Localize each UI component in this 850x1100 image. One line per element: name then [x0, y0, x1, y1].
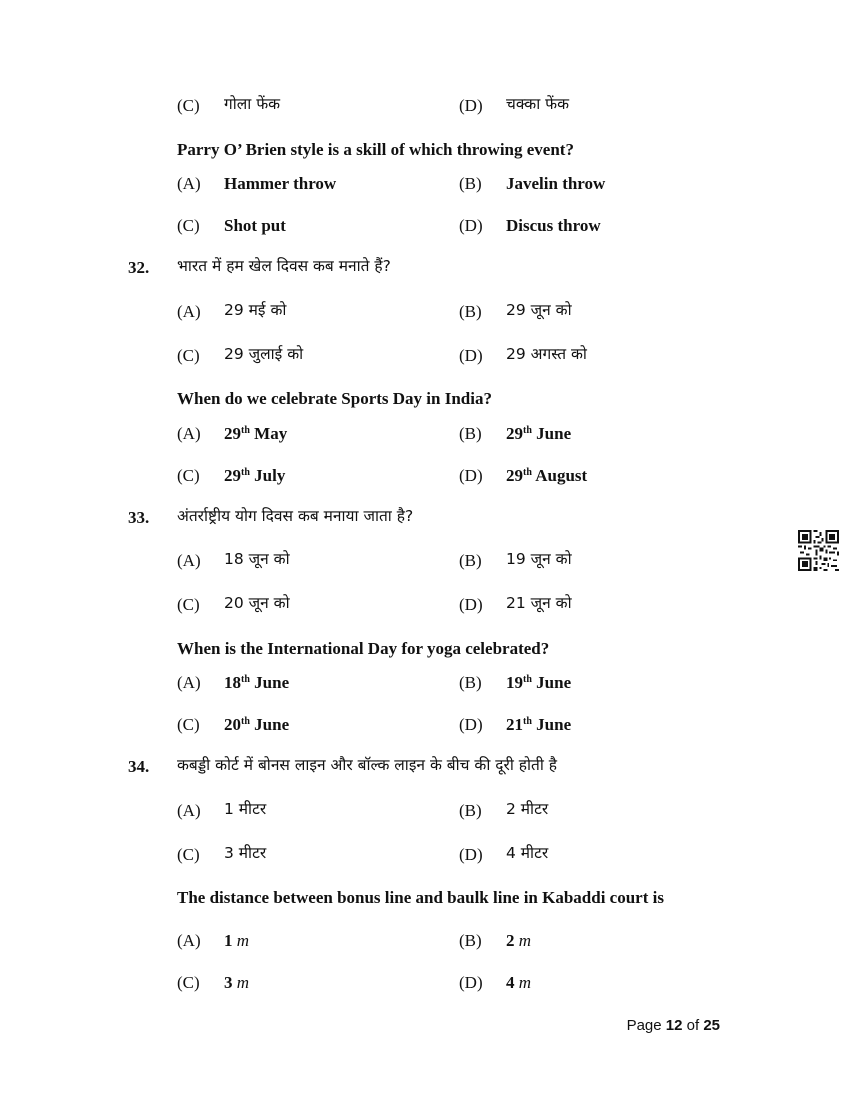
- option-text: 1 m: [224, 931, 250, 950]
- option-text: 29 जून को: [506, 301, 572, 319]
- option-text: Discus throw: [506, 216, 601, 235]
- option-label: (B): [459, 424, 482, 443]
- option-label: (D): [459, 845, 483, 864]
- option-text: 21 जून को: [506, 594, 572, 612]
- option-label: (C): [177, 216, 200, 235]
- option-label: (A): [177, 551, 201, 570]
- question-stem-hindi: अंतर्राष्ट्रीय योग दिवस कब मनाया जाता है?: [177, 507, 414, 525]
- option-text: 2 मीटर: [506, 800, 549, 818]
- option-text: 19th June: [506, 673, 572, 692]
- question-stem-hindi: कबड्डी कोर्ट में बोनस लाइन और बॉल्क लाइन के बीच की दूरी होती है: [177, 756, 558, 774]
- option-label: (D): [459, 973, 483, 992]
- option-text: 29th May: [224, 424, 288, 443]
- option-label: (A): [177, 673, 201, 692]
- option-text: 29th August: [506, 466, 588, 485]
- option-label: (C): [177, 845, 200, 864]
- option-label: (A): [177, 424, 201, 443]
- option-text: गोला फेंक: [224, 95, 281, 113]
- option-label: (C): [177, 973, 200, 992]
- option-label: (C): [177, 715, 200, 734]
- option-label: (B): [459, 801, 482, 820]
- option-label: (C): [177, 595, 200, 614]
- option-text: 21th June: [506, 715, 572, 734]
- option-text: 4 m: [506, 973, 532, 992]
- option-label: (C): [177, 96, 200, 115]
- option-text: 29th June: [506, 424, 572, 443]
- option-label: (D): [459, 346, 483, 365]
- question-stem: The distance between bonus line and baulk line in Kabaddi court is: [177, 888, 664, 907]
- option-label: (C): [177, 466, 200, 485]
- option-text: 4 मीटर: [506, 844, 549, 862]
- option-label: (B): [459, 673, 482, 692]
- question-number: 34.: [128, 757, 150, 776]
- option-label: (B): [459, 931, 482, 950]
- option-label: (A): [177, 302, 201, 321]
- option-label: (B): [459, 302, 482, 321]
- option-label: (D): [459, 216, 483, 235]
- question-stem: When is the International Day for yoga celebrated?: [177, 639, 550, 658]
- question-stem: When do we celebrate Sports Day in India?: [177, 389, 492, 408]
- option-label: (D): [459, 96, 483, 115]
- question-stem-hindi: भारत में हम खेल दिवस कब मनाते हैं?: [177, 257, 391, 275]
- qr-code-icon: [798, 530, 839, 571]
- option-label: (D): [459, 466, 483, 485]
- option-text: 1 मीटर: [224, 800, 267, 818]
- option-text: Hammer throw: [224, 174, 337, 193]
- option-text: 19 जून को: [506, 550, 572, 568]
- option-text: Shot put: [224, 216, 286, 235]
- option-text: 3 m: [224, 973, 250, 992]
- option-text: 29 अगस्त को: [506, 345, 587, 363]
- option-label: (B): [459, 551, 482, 570]
- option-text: 20 जून को: [224, 594, 290, 612]
- option-text: Javelin throw: [506, 174, 606, 193]
- option-text: 29th July: [224, 466, 286, 485]
- option-label: (D): [459, 595, 483, 614]
- option-text: 3 मीटर: [224, 844, 267, 862]
- option-text: 18 जून को: [224, 550, 290, 568]
- option-text: चक्का फेंक: [506, 95, 569, 113]
- question-stem: Parry O’ Brien style is a skill of which throwing event?: [177, 140, 574, 159]
- option-label: (A): [177, 801, 201, 820]
- option-label: (D): [459, 715, 483, 734]
- page-number: Page 12 of 25: [626, 1017, 720, 1034]
- option-text: 29 जुलाई को: [224, 345, 304, 363]
- option-text: 2 m: [506, 931, 532, 950]
- option-label: (C): [177, 346, 200, 365]
- option-text: 29 मई को: [224, 301, 287, 319]
- question-number: 33.: [128, 508, 150, 527]
- option-label: (B): [459, 174, 482, 193]
- option-text: 20th June: [224, 715, 290, 734]
- option-label: (A): [177, 174, 201, 193]
- question-number: 32.: [128, 258, 150, 277]
- option-text: 18th June: [224, 673, 290, 692]
- option-label: (A): [177, 931, 201, 950]
